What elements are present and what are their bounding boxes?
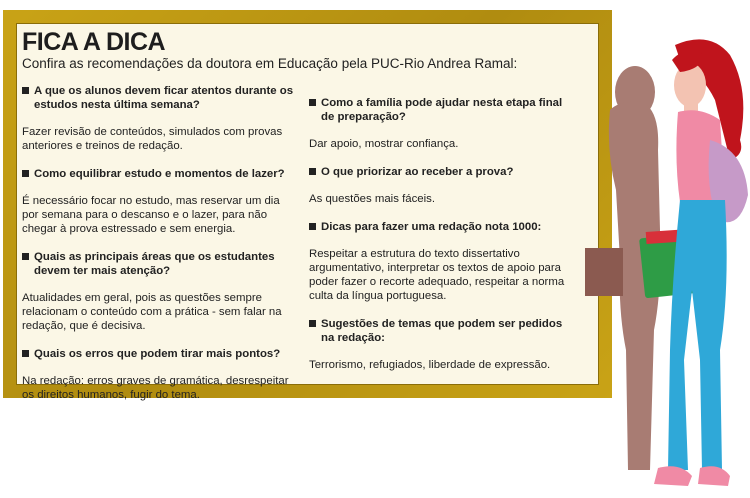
square-bullet-icon xyxy=(22,87,29,94)
qa-item xyxy=(309,317,574,372)
question-text: Quais as principais áreas que os estudantes devem ter mais atenção? xyxy=(34,251,275,277)
square-bullet-icon xyxy=(309,320,316,327)
answer-text: Dar apoio, mostrar confiança. xyxy=(309,138,459,150)
question-text: O que priorizar ao receber a prova? xyxy=(321,166,514,178)
qa-item xyxy=(22,250,297,333)
answer-text: Respeitar a estrutura do texto dissertativo argumentativo, interpretar os textos de apoio para poder fazer o recorte adequado, respeitar a norma culta da língua portuguesa. xyxy=(309,248,565,302)
answer-text: Terrorismo, refugiados, liberdade de expressão. xyxy=(309,359,551,371)
square-bullet-icon xyxy=(22,253,29,260)
qa-item xyxy=(309,220,574,303)
square-bullet-icon xyxy=(309,168,316,175)
qa-item xyxy=(22,167,297,236)
question-text: Como equilibrar estudo e momentos de lazer? xyxy=(34,168,285,180)
left-column xyxy=(22,84,297,416)
question-text: Quais os erros que podem tirar mais pontos? xyxy=(34,348,281,360)
right-column xyxy=(309,96,574,386)
answer-text: As questões mais fáceis. xyxy=(309,193,435,205)
square-bullet-icon xyxy=(22,350,29,357)
question-text: Sugestões de temas que podem ser pedidos na redação: xyxy=(321,318,563,344)
qa-item xyxy=(309,165,574,206)
square-bullet-icon xyxy=(22,170,29,177)
question-text: Como a família pode ajudar nesta etapa final de preparação? xyxy=(321,97,563,123)
answer-text: Atualidades em geral, pois as questões sempre relacionam o conteúdo com a prática - sem falar na redação, que é decisiva. xyxy=(22,292,282,332)
square-bullet-icon xyxy=(309,223,316,230)
square-bullet-icon xyxy=(309,99,316,106)
question-text: Dicas para fazer uma redação nota 1000: xyxy=(321,221,542,233)
answer-text: Na redação: erros graves de gramática, desrespeitar os direitos humanos, fugir do tema. xyxy=(22,375,289,401)
question-text: A que os alunos devem ficar atentos durante os estudos nesta última semana? xyxy=(34,85,294,111)
qa-item xyxy=(309,96,574,151)
answer-text: Fazer revisão de conteúdos, simulados com provas anteriores e treinos de redação. xyxy=(22,126,283,152)
qa-item xyxy=(22,84,297,153)
student-illustration xyxy=(580,30,750,498)
girl-figure xyxy=(639,39,748,486)
page-subtitle: Confira as recomendações da doutora em Educação pela PUC-Rio Andrea Ramal: xyxy=(22,56,518,71)
qa-item xyxy=(22,347,297,402)
page-title: FICA A DICA xyxy=(22,28,166,56)
answer-text: É necessário focar no estudo, mas reservar um dia por semana para o descanso e o lazer, para não chegar à prova estressado e sem energia. xyxy=(22,195,280,235)
